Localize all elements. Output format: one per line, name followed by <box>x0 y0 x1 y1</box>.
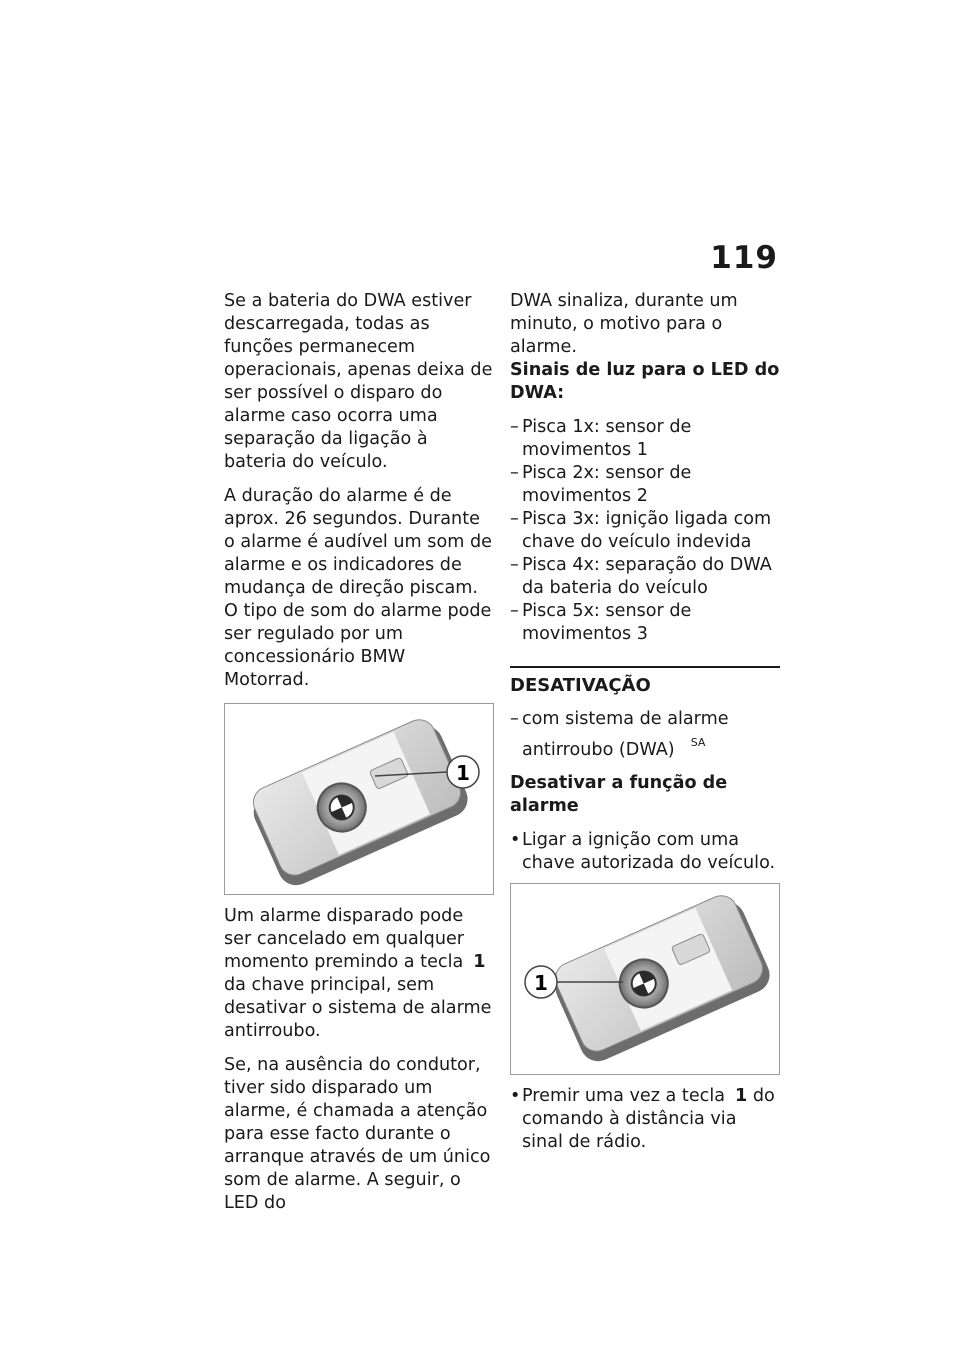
key-reference: 1 <box>735 1086 748 1106</box>
led-signal-list <box>510 416 780 646</box>
callout-number: 1 <box>456 761 470 785</box>
paragraph-battery: Se a bateria do DWA estiver descarregada, todas as funções permanecem operacionais, apenas deixa de ser possível o disparo do alarme caso ocorra uma separação da ligação à bateria do veículo. <box>224 291 493 472</box>
paragraph-absence: Se, na ausência do condutor, tiver sido disparado um alarme, é chamada a atenção para esse facto durante o arranque através de um único som de alarme. A seguir, o LED do <box>224 1055 491 1213</box>
callout-number: 1 <box>534 971 548 995</box>
cancel-text-before: Um alarme disparado pode ser cancelado em qualquer momento premindo a tecla <box>224 906 465 972</box>
requirement-list <box>510 708 780 762</box>
subhead-led-signals: Sinais de luz para o LED do DWA: <box>510 360 780 403</box>
paragraph-dwa-signal: DWA sinaliza, durante um minuto, o motivo para o alarme. <box>510 291 738 357</box>
paragraph-alarm-duration: A duração do alarme é de aprox. 26 segundos. Durante o alarme é audível um som de alarme e os indicadores de mudança de direção piscam. <box>224 486 492 598</box>
subhead-deactivate: Desativar a função de alarme <box>510 773 728 816</box>
step2-text-after: do comando à distância via sinal de rádio. <box>522 1086 775 1152</box>
key-fob-illustration <box>225 704 493 894</box>
key-figure-top <box>224 703 494 895</box>
cancel-text-after: da chave principal, sem desativar o sistema de alarme antirroubo. <box>224 975 492 1041</box>
section-divider <box>510 666 780 668</box>
list-item: – Pisca 2x: sensor de movimentos 2 <box>510 462 780 508</box>
requirement-text: com sistema de alarme antirroubo (DWA) <box>522 709 729 760</box>
right-column <box>510 290 780 1154</box>
step-list-1 <box>510 829 780 875</box>
page-number: 119 <box>710 240 778 276</box>
key-fob-illustration <box>511 884 779 1074</box>
left-column <box>224 290 494 1226</box>
list-item <box>510 1085 780 1154</box>
list-item: • Ligar a ignição com uma chave autorizada do veículo. <box>510 829 780 875</box>
sa-badge: SA <box>690 736 706 749</box>
step2-text-before: Premir uma vez a tecla <box>522 1086 725 1106</box>
paragraph-cancel-alarm <box>224 905 494 1043</box>
list-item: – Pisca 5x: sensor de movimentos 3 <box>510 600 780 646</box>
key-reference: 1 <box>473 952 486 972</box>
list-item <box>510 708 780 762</box>
list-item: – Pisca 4x: separação do DWA da bateria do veículo <box>510 554 780 600</box>
list-item: – Pisca 1x: sensor de movimentos 1 <box>510 416 780 462</box>
section-title: DESATIVAÇÃO <box>510 675 651 696</box>
step-list-2 <box>510 1085 780 1154</box>
key-figure-bottom <box>510 883 780 1075</box>
list-item: – Pisca 3x: ignição ligada com chave do veículo indevida <box>510 508 780 554</box>
paragraph-alarm-sound: O tipo de som do alarme pode ser regulado por um concessionário BMW Motorrad. <box>224 601 492 690</box>
